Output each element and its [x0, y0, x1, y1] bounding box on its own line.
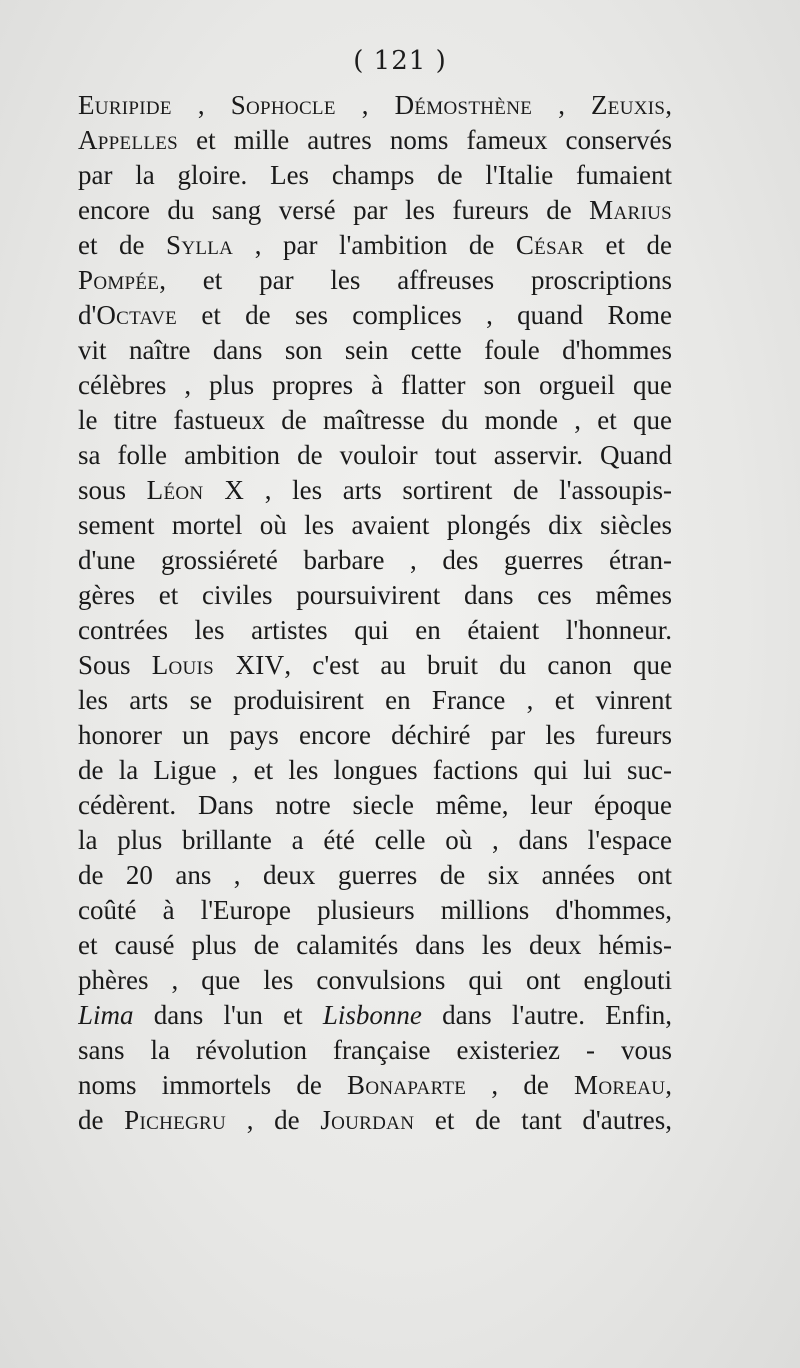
text-line: [78, 753, 672, 788]
text-line: [78, 963, 672, 998]
proper-name: Appelles: [78, 125, 179, 155]
text-run: , de: [466, 1070, 575, 1100]
text-run: par la gloire. Les champs de l'Italie fumaient: [78, 160, 672, 190]
text-run: ,: [171, 90, 231, 120]
text-run: , c'est au bruit du canon que: [284, 650, 672, 680]
text-line: [78, 1103, 672, 1138]
text-run: contrées les artistes qui en étaient l'honneur.: [78, 615, 672, 645]
text-run: ,: [665, 1070, 672, 1100]
text-line: [78, 788, 672, 823]
text-line: [78, 438, 672, 473]
proper-name: Euripide: [78, 90, 172, 120]
text-line: [78, 578, 672, 613]
text-line: [78, 718, 672, 753]
text-run: , de: [226, 1105, 321, 1135]
text-run: d'une grossiéreté barbare , des guerres étran-: [78, 545, 672, 575]
text-run: sement mortel où les avaient plongés dix siècles: [78, 510, 672, 540]
italic-text: Lima: [78, 1000, 134, 1030]
text-run: sous: [78, 475, 147, 505]
text-line: [78, 1068, 672, 1103]
proper-name: Sophocle: [230, 90, 336, 120]
page-number: ( 121 ): [353, 46, 447, 76]
text-run: , les arts sortirent de l'assoupis-: [244, 475, 672, 505]
proper-name: Léon X: [146, 475, 245, 505]
text-line: [78, 648, 672, 683]
text-run: célèbres , plus propres à flatter son orgueil que: [78, 370, 672, 400]
text-line: [78, 228, 672, 263]
text-run: dans l'un et: [133, 1000, 323, 1030]
text-line: [78, 928, 672, 963]
proper-name: Marius: [589, 195, 672, 225]
text-line: [78, 158, 672, 193]
text-run: et de ses complices , quand Rome: [177, 300, 672, 330]
text-line: [78, 998, 672, 1033]
text-run: noms immortels de: [78, 1070, 348, 1100]
proper-name: Sylla: [166, 230, 234, 260]
proper-name: Louis XIV: [151, 650, 285, 680]
text-run: , et par les affreuses proscriptions: [159, 265, 672, 295]
text-line: [78, 123, 672, 158]
text-run: de: [78, 1105, 125, 1135]
text-run: et de tant d'autres,: [414, 1105, 672, 1135]
text-line: [78, 823, 672, 858]
proper-name: Jourdan: [320, 1105, 415, 1135]
proper-name: Démosthène: [394, 90, 533, 120]
text-run: les arts se produisirent en France , et vinrent: [78, 685, 672, 715]
text-line: [78, 683, 672, 718]
text-line: [78, 543, 672, 578]
text-run: Sous: [78, 650, 152, 680]
text-line: [78, 403, 672, 438]
text-line: [78, 298, 672, 333]
text-line: [78, 1033, 672, 1068]
text-line: [78, 333, 672, 368]
text-run: honorer un pays encore déchiré par les fureurs: [78, 720, 672, 750]
text-line: [78, 263, 672, 298]
text-run: le titre fastueux de maîtresse du monde , et que: [78, 405, 672, 435]
text-run: ,: [335, 90, 395, 120]
proper-name: Bonaparte: [347, 1070, 467, 1100]
proper-name: Pompée: [78, 265, 160, 295]
text-run: coûté à l'Europe plusieurs millions d'hommes,: [78, 895, 672, 925]
text-run: encore du sang versé par les fureurs de: [78, 195, 590, 225]
text-line: [78, 193, 672, 228]
text-line: [78, 613, 672, 648]
text-run: , par l'ambition de: [233, 230, 516, 260]
body-text: [78, 88, 672, 1138]
text-run: et causé plus de calamités dans les deux hémis-: [78, 930, 672, 960]
proper-name: Pichegru: [124, 1105, 227, 1135]
text-line: [78, 858, 672, 893]
text-run: la plus brillante a été celle où , dans l'espace: [78, 825, 672, 855]
text-run: vit naître dans son sein cette foule d'hommes: [78, 335, 672, 365]
text-run: phères , que les convulsions qui ont englouti: [78, 965, 672, 995]
proper-name: Moreau: [574, 1070, 666, 1100]
text-run: et mille autres noms fameux conservés: [178, 125, 672, 155]
text-run: d': [78, 300, 97, 330]
text-run: cédèrent. Dans notre siecle même, leur époque: [78, 790, 672, 820]
text-run: et de: [583, 230, 672, 260]
text-line: [78, 473, 672, 508]
text-run: gères et civiles poursuivirent dans ces mêmes: [78, 580, 672, 610]
proper-name: Zeuxis: [591, 90, 666, 120]
proper-name: César: [515, 230, 584, 260]
text-run: sans la révolution française existeriez - vous: [78, 1035, 672, 1065]
italic-text: Lisbonne: [322, 1000, 422, 1030]
text-run: sa folle ambition de vouloir tout asservir. Quand: [78, 440, 672, 470]
text-run: de la Ligue , et les longues factions qui lui suc-: [78, 755, 672, 785]
text-run: dans l'autre. Enfin,: [421, 1000, 672, 1030]
text-line: [78, 893, 672, 928]
text-run: ,: [532, 90, 591, 120]
text-line: [78, 368, 672, 403]
text-run: de 20 ans , deux guerres de six années ont: [78, 860, 672, 890]
text-run: ,: [665, 90, 672, 120]
proper-name: Octave: [96, 300, 178, 330]
text-line: [78, 88, 672, 123]
text-line: [78, 508, 672, 543]
text-run: et de: [78, 230, 167, 260]
